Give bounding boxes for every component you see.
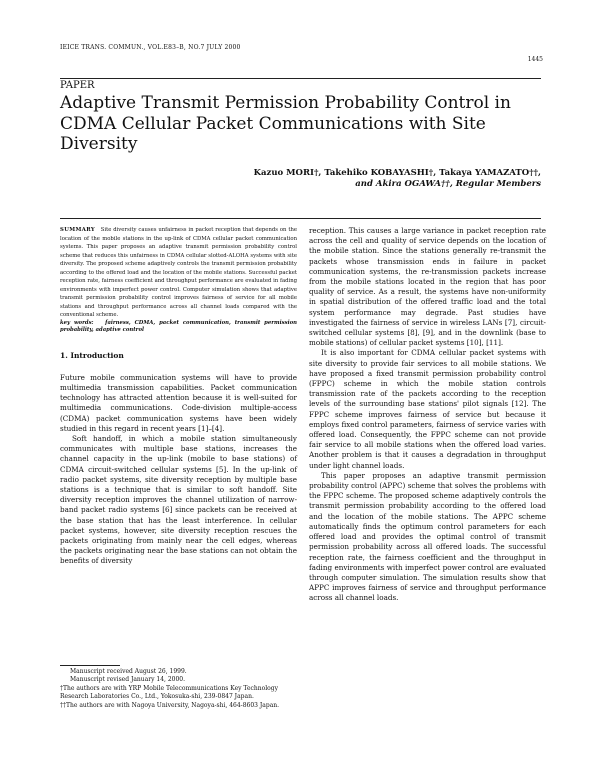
author-list [181,168,541,190]
author-line-2 [181,179,541,190]
abstract [60,226,297,320]
footnote-affiliation-1: †The authors are with YRP Mobile Telecommunications Key Technology Research Laboratories Co., Ltd., Yokosuka-shi, 239-0847 Japan. [60,684,278,701]
keywords [60,320,297,335]
header-separator-rule [60,218,541,219]
paper-title: Adaptive Transmit Permission Probability Control in CDMA Cellular Packet Communications with Site Diversity [60,93,511,154]
intro-paragraph-3: reception. This causes a large variance in packet reception rate across the cell and quality of service depends on the location of the mobile station. Since the stations generally re-transmit the packets whose transmission ends in failure in packet communication systems, the re-transmission packets increase from the mobile stations located in the region that has poor quality of service. As a result, the systems have non-uniformity in spatial distribution of the offered traffic load and the total system performance may degrade. Past studies have investigated the fairness of service in wireless LANs [7], circuit-switched cellular systems [8], [9], and in the downlink (base to mobile stations) of cellular packet systems [10], [11]. [309,226,546,348]
footnotes [60,668,297,710]
journal-header: IEICE TRANS. COMMUN., VOL.E83–B, NO.7 JULY 2000 [60,44,241,51]
page-number: 1445 [527,56,543,63]
author-membership: Regular Members [455,179,541,189]
intro-paragraph-1: Future mobile communication systems will have to provide multimedia transmission capabilities. Packet communication technology has attracted attention because it is well-suited for multimedia communications. Code-division multiple-access (CDMA) packet communication systems have been widely studied in this regard in recent years [1]–[4]. [60,372,297,433]
author-line-2-name: and Akira OGAWA††, [355,179,453,189]
keywords-label: key words: [60,319,94,326]
abstract-text: Site diversity causes unfairness in packet reception that depends on the location of the mobile stations in the up-link of CDMA cellular packet communication systems. This paper proposes an adaptive transmit permission probability control scheme that reduces this unfairness in CDMA cellular slotted-ALOHA systems with site diversity. The proposed scheme adaptively controls the transmit permission probability according to the offered load and the location of the mobile stations. Successful packet reception rate, fairness coefficient and throughput performance are evaluated in fading environments with imperfect power control. Computer simulation shows that adaptive transmit permission probability control improves fairness of service for all mobile stations and throughput performance across all channel loads compared with the conventional scheme. [60,227,297,318]
paper-type-rule [60,78,541,79]
author-line-1: Kazuo MORI†, Takehiko KOBAYASHI†, Takaya YAMAZATO††, [253,168,541,178]
keywords-text: fairness, CDMA, packet communication, transmit permission probability, adaptive control [60,319,297,333]
right-column [309,226,546,604]
intro-paragraph-2: Soft handoff, in which a mobile station simultaneously communicates with multiple base stations, increases the channel capacity in the up-link (mobile to base stations) of CDMA circuit-switched cellular systems [5]. In the up-link of radio packet systems, site diversity reception by multiple base stations is a technique that is similar to soft handoff. Site diversity reception improves the channel utilization of narrow-band packet radio systems [6] since packets can be received at the base station that has the least interference. In cellular packet systems, however, site diversity reception rescues the packets originating from mainly near the cell edges, whereas the packets originating near the base stations can not obtain the benefits of diversity [60,433,297,566]
footnote-rule [60,665,120,666]
footnote-affiliation-2: ††The authors are with Nagoya University, Nagoya-shi, 464-8603 Japan. [60,701,280,709]
paper-type-label: PAPER [60,80,95,91]
abstract-label: SUMMARY [60,227,96,233]
left-column [60,226,297,567]
section-heading-introduction: 1. Introduction [60,350,124,360]
footnote-received: Manuscript received August 26, 1999. [70,668,187,675]
footnote-revised: Manuscript revised January 14, 2000. [70,676,186,684]
intro-paragraph-5: This paper proposes an adaptive transmit permission probability control (APPC) scheme that solves the problems with the FPPC scheme. The proposed scheme adaptively controls the transmit permission probability according to the offered load and the location of the mobile stations. The APPC scheme automatically finds the optimum control parameters for each offered load and provides the optimal control of transmit permission probability across all offered loads. The successful reception rate, the fairness coefficient and the throughput in fading environments with imperfect power control are evaluated through computer simulation. The simulation results show that APPC improves fairness of service and throughput performance across all channel loads. [309,470,546,603]
intro-paragraph-4: It is also important for CDMA cellular packet systems with site diversity to provide fair services to all mobile stations. We have proposed a fixed transmit permission probability control (FPPC) scheme in which the mobile station controls transmission rate of the packets according to the reception levels of the surrounding base stations' pilot signals [12]. The FPPC scheme improves fairness of service but because it employs fixed control parameters, fairness of service varies with offered load. Consequently, the FPPC scheme can not provide fair service to all mobile stations when the offered load varies. Another problem is that it causes a degradation in throughput under light channel loads. [309,348,546,470]
